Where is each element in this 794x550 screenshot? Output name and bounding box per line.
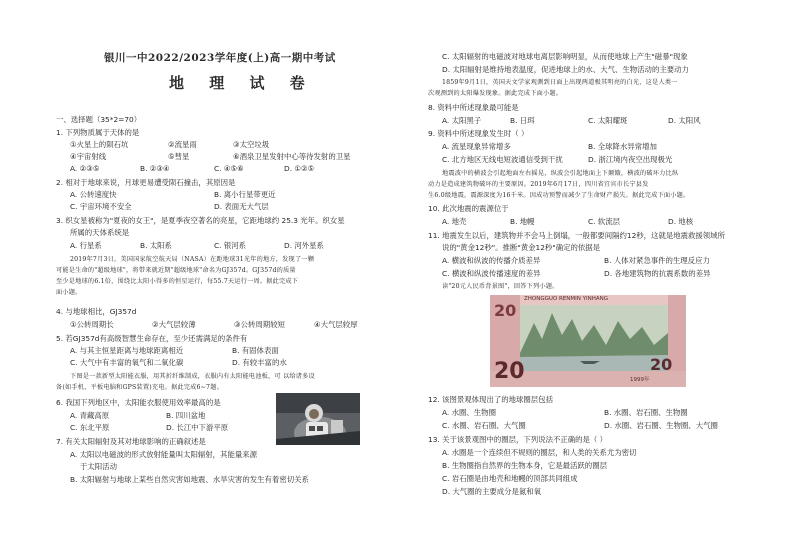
q3-stem-cont: 所属的天体系统是 <box>70 228 130 237</box>
q2-option: C. 宇宙环境不安全 <box>70 202 132 211</box>
q4-option: ④大气层较厚 <box>314 320 358 329</box>
q6-option: A. 青藏高原 <box>70 411 110 420</box>
q7-option-c: C. 太阳辐射的电磁波对地球电离层影响明显，从而使地球上产生"磁暴"现象 <box>442 52 688 61</box>
paper-title: 地 理 试 卷 <box>169 74 315 92</box>
q12-option: C. 水圈、岩石圈、大气圈 <box>442 421 526 430</box>
q9-option: C. 北方地区无线电短波通信受到干扰 <box>442 155 563 164</box>
q5-option: A. 与其主恒星距离与地球距离相近 <box>70 346 184 355</box>
passage-line: 2019年7月3日，美国国家航空航天局（NASA）在距地球31光年的地方，发现了一颗 <box>70 256 315 263</box>
q1-option: C. ④⑤⑥ <box>214 164 244 173</box>
q9-option: D. 浙江境内夜空出现极光 <box>588 155 673 164</box>
q8-stem: 8. 资料中所述现象最可能是 <box>428 103 519 112</box>
q6-option: D. 长江中下游平原 <box>166 423 229 432</box>
banknote-year: 1999年 <box>630 377 650 383</box>
q11-option: A. 横波和纵波的传播介质差异 <box>442 256 541 265</box>
banknote-denomination: 20 <box>494 301 517 320</box>
passage-line: 次观测到的太阳爆发现象。据此完成下面小题。 <box>428 90 563 97</box>
q12-option: B. 水圈、岩石圈、生物圈 <box>604 408 688 417</box>
q7-option-d: D. 太阳辐射是维持地表温度，促进地球上的水、大气、生物活动的主要动力 <box>442 65 689 74</box>
q1-item: ③太空垃圾 <box>233 140 270 149</box>
q5-option: D. 有较丰富的水 <box>232 358 287 367</box>
q12-stem: 12. 该图景观体现出了的地球圈层包括 <box>428 395 553 404</box>
passage-line: 生6.0级地震，震源深度为16千米。因成功预警而减少了生命财产损失。据此完成下面小题。 <box>428 192 690 199</box>
q3-option: C. 银河系 <box>214 241 247 250</box>
q2-option: B. 离小行星带更近 <box>214 190 276 199</box>
q4-stem: 4. 与地球相比，GJ357d <box>56 307 137 316</box>
solar-clothing-photo <box>276 393 360 445</box>
q1-item: ①火星上的陨石坑 <box>70 140 129 149</box>
q13-option: D. 大气圈的主要成分是氮和氧 <box>442 487 542 496</box>
q1-item: ④宇宙射线 <box>70 152 107 161</box>
q9-stem: 9. 资料中所述现象发生时（ ） <box>428 129 529 138</box>
figure-note: 读"20元人民币背景图"，回答下列小题。 <box>442 283 559 290</box>
q4-option: ③公转周期较短 <box>234 320 285 329</box>
q3-option: B. 太阳系 <box>140 241 172 250</box>
q7-stem: 7. 有关太阳辐射及其对地球影响的正确叙述是 <box>56 437 206 446</box>
q12-option: A. 水圈、生物圈 <box>442 408 496 417</box>
q10-option: B. 地幔 <box>510 217 535 226</box>
section-heading: 一、选择题（35*2=70） <box>56 115 142 124</box>
q8-option: B. 日珥 <box>510 116 535 125</box>
q6-stem: 6. 我国下列地区中，太阳能衣服使用效率最高的是 <box>56 398 221 407</box>
q13-option: B. 生物圈指自然界的生物本身，它是最活跃的圈层 <box>442 461 607 470</box>
q1-option: A. ②③⑤ <box>70 164 100 173</box>
q9-option: B. 全球降水异常增加 <box>588 142 657 151</box>
q10-option: D. 地核 <box>668 217 694 226</box>
q6-option: C. 东北平原 <box>70 423 110 432</box>
q4-option: ①公转周期长 <box>70 320 114 329</box>
passage-line: 下图是一款新型太阳能衣服，用其折纤维制成，衣服内有太阳能电池板，可 以给诸多设 <box>70 373 315 380</box>
q8-option: A. 太阳黑子 <box>442 116 482 125</box>
q7-option-b: B. 太阳辐射与地球上某些自然灾害如地震、水旱灾害的发生有着密切关系 <box>70 475 309 484</box>
q1-item: ⑥酒泉卫星发射中心等待发射的卫星 <box>233 152 351 161</box>
banknote-20-yuan-image <box>490 295 686 387</box>
q10-option: A. 地壳 <box>442 217 467 226</box>
q12-option: D. 水圈、岩石圈、生物圈、大气圈 <box>604 421 718 430</box>
passage-line: 动力是造成建筑物破坏的主要原因。2019年6月17日，四川省宜宾市长宁县发 <box>428 181 649 188</box>
passage-line: 地震波中的横波会引起地面左右摇晃，纵波会引起地面上下颠簸，横波的破坏力比纵 <box>442 170 679 177</box>
q7-option-a-cont: 于太阳活动 <box>80 462 117 471</box>
q13-option: A. 水圈是一个连续但不规则的圈层，和人类的关系尤为密切 <box>442 448 637 457</box>
q11-option: B. 人体对紧急事件的生理反应力 <box>604 256 710 265</box>
q10-stem: 10. 此次地震的震源位于 <box>428 204 509 213</box>
q11-stem: 11. 地震发生以后，建筑物并不会马上倒塌，一般都要间隔约12秒，这就是地震救援领域所 <box>428 231 725 240</box>
q1-option: B. ②③④ <box>140 164 170 173</box>
banknote-denomination-large: 20 <box>494 359 525 384</box>
q3-option: D. 河外星系 <box>284 241 324 250</box>
q3-option: A. 行星系 <box>70 241 102 250</box>
exam-title: 银川一中2022/2023学年度(上)高一期中考试 <box>104 52 336 64</box>
q3-stem: 3. 织女星被称为"夏夜的女王"，是夏季夜空著名的亮星，它距地球约 25.3 光年。织女星 <box>56 216 345 225</box>
q6-option: B. 四川盆地 <box>166 411 206 420</box>
q11-option: C. 横波和纵波传播速度的差异 <box>442 269 541 278</box>
banknote-denomination-right: 20 <box>650 355 673 374</box>
q8-option: D. 太阳风 <box>668 116 701 125</box>
passage-line: 1859年9月1日，英国天文学家观测到日面上出现两道极其明亮的白光，这是人类一 <box>442 79 678 86</box>
passage-line: 面小题。 <box>56 289 82 296</box>
q1-item: ⑤彗星 <box>168 152 190 161</box>
q4-option: ②大气层较薄 <box>152 320 196 329</box>
q11-option: D. 各地建筑物的抗震系数的差异 <box>604 269 711 278</box>
q2-stem: 2. 相对于地球来说，月球更易遭受陨石撞击，其原因是 <box>56 178 236 187</box>
q8-option: C. 太阳耀斑 <box>588 116 628 125</box>
banknote-issuer: ZHONGGUO RENMIN YINHANG <box>524 296 608 302</box>
q2-option: D. 表面无大气层 <box>214 202 269 211</box>
q5-option: C. 大气中有丰富的氧气和二氧化碳 <box>70 358 184 367</box>
q10-option: C. 软流层 <box>588 217 621 226</box>
q2-option: A. 公转速度快 <box>70 190 117 199</box>
q1-option: D. ①②⑤ <box>284 164 315 173</box>
passage-line: 可能是生命的"超级地球"，将带来就近期"超级地球"命名为GJ357d。GJ357d的质量 <box>56 267 296 274</box>
passage-line: 至少是地球的6.1倍，围绕比太阳小得多的恒星运行，每55.7天运行一周。据此完成下 <box>56 278 299 285</box>
q5-stem: 5. 若GJ357d有高级智慧生命存在，至少还需满足的条件有 <box>56 334 248 343</box>
q1-item: ②流星雨 <box>168 140 197 149</box>
passage-line: 备(如手机、平板电脑和GPS装置)充电。据此完成6~7题。 <box>56 384 223 391</box>
q1-stem: 1. 下列物质属于天体的是 <box>56 128 140 137</box>
q5-option: B. 有固体表面 <box>232 346 279 355</box>
q13-stem: 13. 关于该景观图中的圈层，下列说法不正确的是（ ） <box>428 435 608 444</box>
q13-option: C. 岩石圈是由地壳和地幔的顶部共同组成 <box>442 474 578 483</box>
q7-option-a: A. 太阳以电磁波的形式放射能量叫太阳辐射，其能量来源 <box>70 450 258 459</box>
q9-option: A. 流星现象异常增多 <box>442 142 511 151</box>
q11-stem-cont: 说的"黄金12秒"。推断"黄金12秒"确定的依据是 <box>442 243 601 252</box>
